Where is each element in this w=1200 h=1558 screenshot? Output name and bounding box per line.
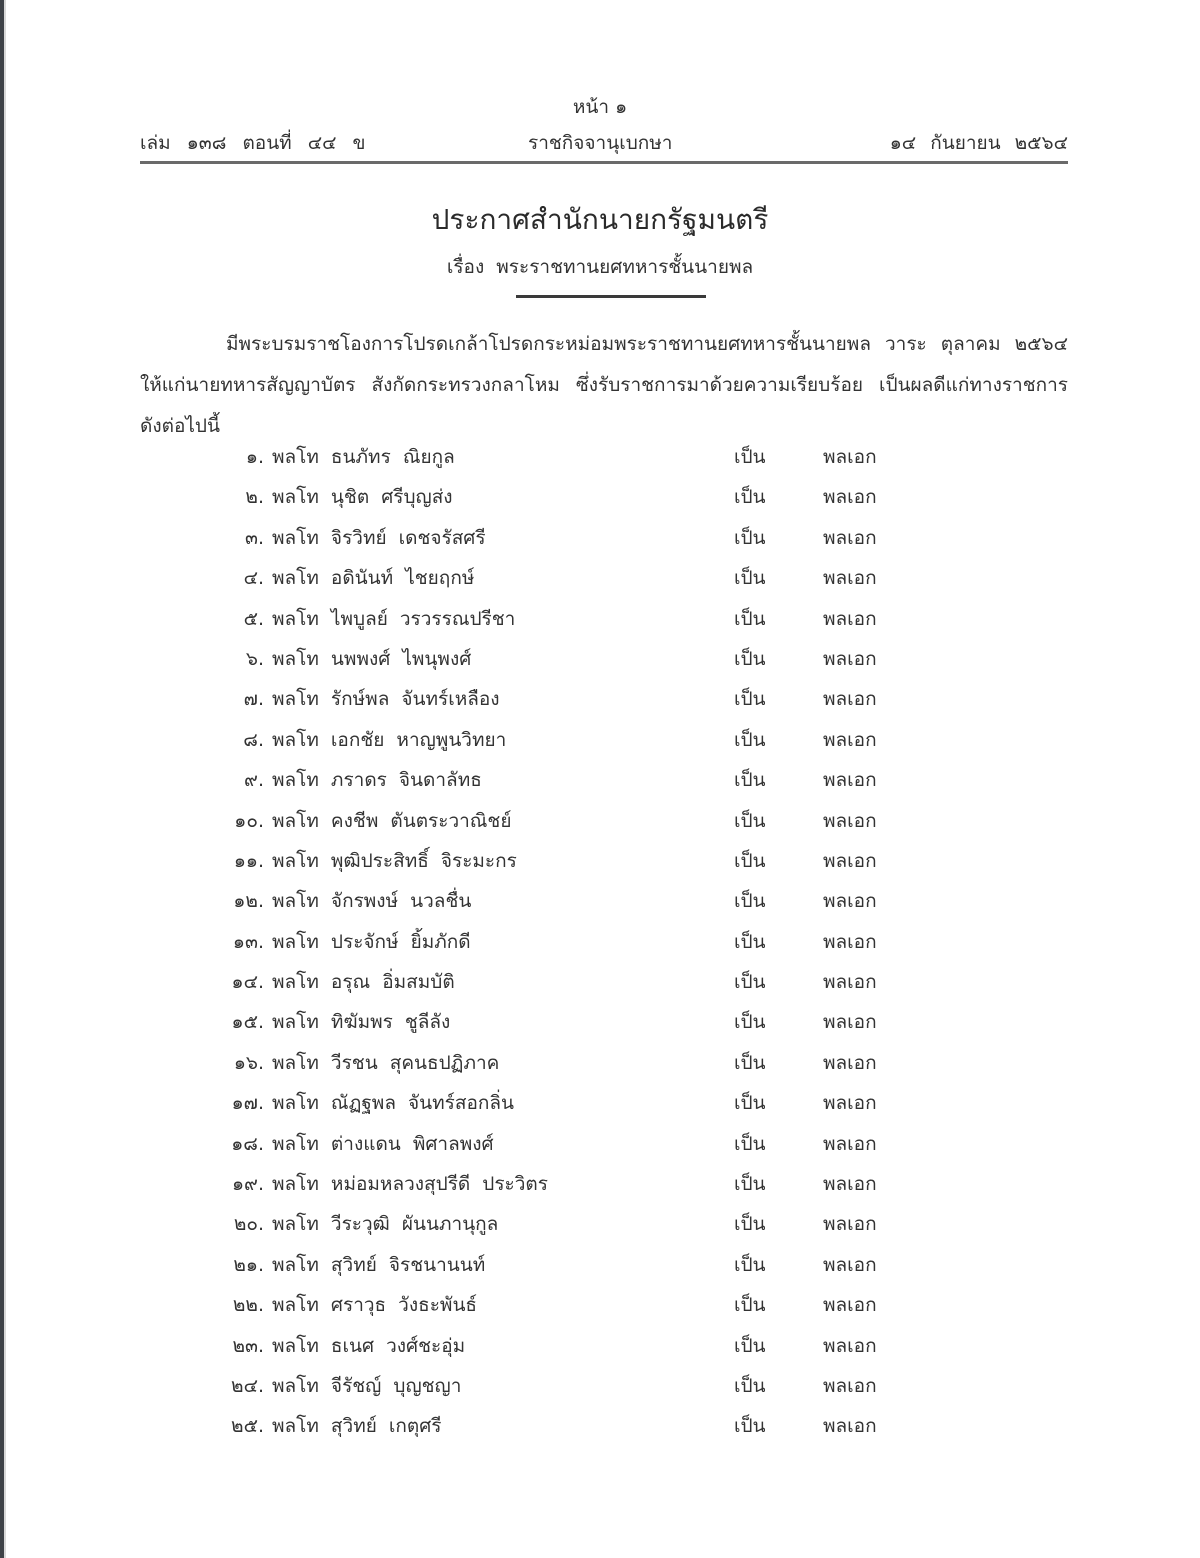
new-rank: พลเอก (823, 607, 877, 630)
list-item (140, 684, 1068, 724)
new-rank: พลเอก (823, 1415, 877, 1438)
item-number: ๔. (243, 567, 264, 590)
item-number: ๒๓. (232, 1334, 264, 1357)
item-connector: เป็น (734, 728, 766, 751)
new-rank: พลเอก (823, 1092, 877, 1115)
list-item (140, 765, 1068, 805)
new-rank: พลเอก (823, 1253, 877, 1276)
list-item (140, 1250, 1068, 1290)
item-number: ๑๗. (231, 1092, 264, 1115)
officer-name: พลโท สุวิทย์ เกตุศรี (272, 1415, 442, 1438)
officer-name: พลโท วีระวุฒิ ผันนภานุกูล (272, 1213, 499, 1236)
item-number: ๑๑. (233, 849, 264, 872)
item-number: ๑๒. (233, 890, 264, 913)
list-item (140, 725, 1068, 765)
item-number: ๑. (245, 446, 264, 468)
item-connector: เป็น (734, 607, 766, 630)
item-number: ๑๘. (231, 1132, 264, 1155)
list-item (140, 1169, 1068, 1209)
item-connector: เป็น (734, 809, 766, 832)
new-rank: พลเอก (823, 1374, 877, 1397)
list-item (140, 1411, 1068, 1451)
new-rank: พลเอก (823, 446, 877, 468)
item-connector: เป็น (734, 930, 766, 953)
item-number: ๑๕. (231, 1011, 264, 1034)
new-rank: พลเอก (823, 849, 877, 872)
gazette-name: ราชกิจจานุเบกษา (528, 132, 673, 154)
item-number: ๘. (243, 728, 264, 751)
gazette-header (140, 128, 1068, 156)
item-connector: เป็น (734, 688, 766, 711)
officer-name: พลโท คงชีพ ตันตระวาณิชย์ (272, 809, 512, 832)
list-item (140, 1048, 1068, 1088)
item-number: ๑๐. (234, 809, 264, 832)
promotion-list (140, 442, 1068, 1452)
announcement-title: ประกาศสำนักนายกรัฐมนตรี (431, 203, 769, 236)
new-rank: พลเอก (823, 526, 877, 549)
list-item (140, 1129, 1068, 1169)
list-item (140, 846, 1068, 886)
list-item (140, 563, 1068, 603)
officer-name: พลโท อรุณ อิ่มสมบัติ (272, 971, 455, 994)
item-connector: เป็น (734, 1374, 766, 1397)
list-item (140, 1088, 1068, 1128)
item-number: ๗. (243, 688, 264, 711)
new-rank: พลเอก (823, 1334, 877, 1357)
item-connector: เป็น (734, 1253, 766, 1276)
list-item (140, 927, 1068, 967)
new-rank: พลเอก (823, 647, 877, 670)
new-rank: พลเอก (823, 1011, 877, 1034)
item-connector: เป็น (734, 486, 766, 509)
item-connector: เป็น (734, 1051, 766, 1074)
volume-issue: เล่ม ๑๓๘ ตอนที่ ๔๔ ข (140, 132, 366, 154)
officer-name: พลโท ศราวุธ วังธะพันธ์ (272, 1294, 478, 1317)
item-number: ๕. (243, 607, 264, 630)
officer-name: พลโท วีรชน สุคนธปฏิภาค (272, 1051, 500, 1074)
item-number: ๑๓. (232, 930, 264, 953)
list-item (140, 1331, 1068, 1371)
announcement-subject: เรื่อง พระราชทานยศทหารชั้นนายพล (446, 256, 754, 278)
new-rank: พลเอก (823, 728, 877, 751)
page-number: หน้า ๑ (572, 96, 628, 118)
officer-name: พลโท ธนภัทร ณิยกูล (272, 446, 455, 468)
new-rank: พลเอก (823, 1213, 877, 1236)
item-connector: เป็น (734, 526, 766, 549)
item-connector: เป็น (734, 1011, 766, 1034)
item-connector: เป็น (734, 1415, 766, 1438)
officer-name: พลโท ทิฆัมพร ชูลีลัง (272, 1011, 451, 1034)
item-number: ๒๕. (231, 1415, 264, 1438)
officer-name: พลโท ธเนศ วงศ์ชะอุ่ม (272, 1334, 466, 1357)
officer-name: พลโท เอกชัย หาญพูนวิทยา (272, 728, 507, 751)
item-number: ๖. (245, 647, 264, 670)
new-rank: พลเอก (823, 1132, 877, 1155)
item-number: ๒๔. (231, 1374, 264, 1397)
list-item (140, 523, 1068, 563)
new-rank: พลเอก (823, 809, 877, 832)
officer-name: พลโท รักษ์พล จันทร์เหลือง (272, 688, 500, 711)
list-item (140, 1007, 1068, 1047)
officer-name: พลโท จีรัชญ์ บุญชญา (272, 1374, 462, 1397)
item-number: ๑๔. (231, 971, 264, 994)
new-rank: พลเอก (823, 769, 877, 792)
list-item (140, 806, 1068, 846)
item-number: ๑๖. (233, 1051, 264, 1074)
item-number: ๑๙. (231, 1173, 264, 1196)
item-number: ๒๒. (232, 1294, 264, 1317)
officer-name: พลโท ต่างแดน พิศาลพงศ์ (272, 1132, 494, 1155)
officer-name: พลโท ประจักษ์ ยิ้มภักดี (272, 930, 471, 953)
officer-name: พลโท สุวิทย์ จิรชนานนท์ (272, 1253, 486, 1276)
item-number: ๙. (244, 769, 264, 792)
item-connector: เป็น (734, 769, 766, 792)
item-connector: เป็น (734, 971, 766, 994)
list-item (140, 1209, 1068, 1249)
officer-name: พลโท นุชิต ศรีบุญส่ง (272, 486, 453, 509)
item-number: ๒๑. (233, 1253, 264, 1276)
announcement-body: มีพระบรมราชโองการโปรดเกล้าโปรดกระหม่อมพระราชทานยศทหารชั้นนายพล วาระ ตุลาคม ๒๕๖๔ ให้แก่นายทหารสัญญาบัตร สังกัดกระทรวงกลาโหม ซึ่งรับราชการมาด้วยความเรียบร้อย เป็นผลดีแก่ทางราชการ ดังต่อไปนี้ (140, 333, 1068, 437)
item-connector: เป็น (734, 1294, 766, 1317)
item-connector: เป็น (734, 890, 766, 913)
officer-name: พลโท อดินันท์ ไชยฤกษ์ (272, 567, 475, 590)
item-connector: เป็น (734, 1213, 766, 1236)
item-number: ๓. (244, 526, 264, 549)
officer-name: พลโท ไพบูลย์ วรวรรณปรีชา (272, 607, 516, 630)
publication-date: ๑๔ กันยายน ๒๕๖๔ (889, 132, 1068, 154)
item-number: ๒. (245, 486, 264, 509)
list-item (140, 442, 1068, 482)
officer-name: พลโท ณัฏฐพล จันทร์สอกลิ่น (272, 1092, 515, 1115)
officer-name: พลโท พุฒิประสิทธิ์ จิระมะกร (272, 849, 517, 872)
title-divider (516, 295, 706, 298)
item-connector: เป็น (734, 1092, 766, 1115)
list-item (140, 482, 1068, 522)
officer-name: พลโท นพพงศ์ ไพนุพงศ์ (272, 647, 472, 670)
list-item (140, 886, 1068, 926)
item-connector: เป็น (734, 647, 766, 670)
new-rank: พลเอก (823, 1294, 877, 1317)
new-rank: พลเอก (823, 1173, 877, 1196)
list-item (140, 967, 1068, 1007)
new-rank: พลเอก (823, 1051, 877, 1074)
new-rank: พลเอก (823, 688, 877, 711)
item-number: ๒๐. (233, 1213, 264, 1236)
item-connector: เป็น (734, 1132, 766, 1155)
item-connector: เป็น (734, 1173, 766, 1196)
item-connector: เป็น (734, 567, 766, 590)
item-connector: เป็น (734, 849, 766, 872)
officer-name: พลโท จักรพงษ์ นวลชื่น (272, 890, 472, 913)
officer-name: พลโท หม่อมหลวงสุปรีดี ประวิตร (272, 1173, 548, 1196)
list-item (140, 1371, 1068, 1411)
new-rank: พลเอก (823, 486, 877, 509)
new-rank: พลเอก (823, 890, 877, 913)
new-rank: พลเอก (823, 971, 877, 994)
header-divider (140, 161, 1068, 164)
list-item (140, 604, 1068, 644)
list-item (140, 644, 1068, 684)
officer-name: พลโท ภราดร จินดาลัทธ (272, 769, 482, 792)
item-connector: เป็น (734, 1334, 766, 1357)
new-rank: พลเอก (823, 930, 877, 953)
new-rank: พลเอก (823, 567, 877, 590)
officer-name: พลโท จิรวิทย์ เดชจรัสศรี (272, 526, 486, 549)
item-connector: เป็น (734, 446, 766, 468)
list-item (140, 1290, 1068, 1330)
